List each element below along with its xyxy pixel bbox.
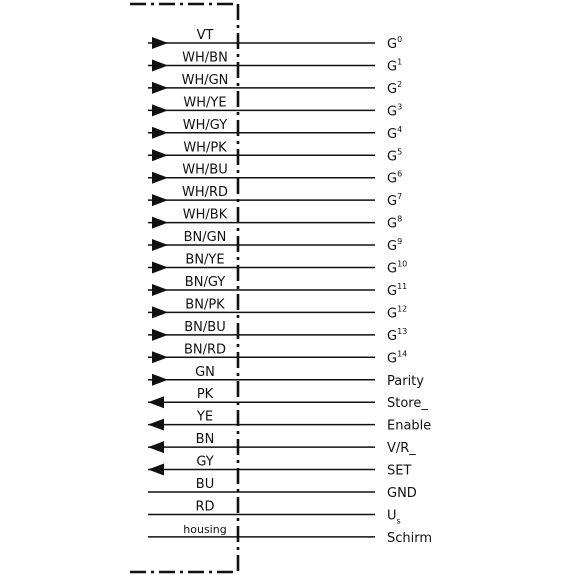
arrow-left-icon: [148, 419, 164, 431]
wire-color-label: WH/GY: [182, 117, 228, 133]
wire-row: [148, 73, 402, 97]
arrow-right-icon: [152, 239, 168, 251]
arrow-right-icon: [152, 127, 168, 139]
signal-label: $G^9$: [387, 237, 403, 255]
wire-row: [148, 28, 402, 52]
signal-superscript: 1: [397, 57, 403, 67]
signal-label: $G^1$: [387, 57, 403, 75]
signal-subscript: s: [396, 516, 401, 526]
wire-color-label: WH/YE: [183, 95, 227, 111]
arrow-right-icon: [152, 37, 168, 49]
signal-label: $U_s$: [387, 508, 401, 526]
wire-color-label: BN/PK: [185, 297, 225, 313]
signal-superscript: 4: [397, 124, 403, 134]
signal-label: $G^0$: [387, 35, 403, 52]
wire-row: [148, 387, 428, 411]
wire-row: [148, 365, 424, 389]
arrow-right-icon: [152, 194, 168, 206]
signal-superscript: 13: [397, 326, 408, 336]
arrow-right-icon: [152, 59, 168, 71]
signal-label: V/R_: [387, 441, 416, 457]
wire-row: [148, 140, 402, 164]
signal-label: Store_: [387, 396, 428, 412]
wire-row: [148, 342, 407, 366]
wire-color-label: housing: [183, 522, 227, 536]
signal-label: $G^{12}$: [387, 304, 408, 322]
arrow-right-icon: [152, 149, 168, 161]
wire-row: [148, 163, 402, 187]
signal-label: Parity: [387, 373, 424, 389]
wire-color-label: WH/BN: [182, 50, 228, 66]
arrow-right-icon: [152, 262, 168, 274]
wire-color-label: GY: [196, 454, 214, 470]
signal-label: Schirm: [387, 530, 433, 546]
signal-superscript: 5: [397, 147, 403, 157]
arrow-right-icon: [152, 104, 168, 116]
signal-superscript: 12: [397, 304, 408, 314]
wire-color-label: BN/BU: [184, 319, 226, 335]
wire-row: [148, 320, 407, 344]
arrow-right-icon: [152, 82, 168, 94]
signal-label: $G^{14}$: [387, 349, 408, 367]
signal-superscript: 7: [397, 192, 403, 202]
wire-color-label: VT: [196, 28, 214, 43]
signal-superscript: 8: [397, 214, 403, 224]
signal-superscript: 11: [397, 281, 408, 291]
signal-superscript: 14: [397, 349, 408, 359]
signal-label: SET: [387, 463, 412, 479]
wire-list: [148, 28, 432, 546]
signal-label: $G^{13}$: [387, 326, 408, 344]
wire-row: [148, 523, 432, 546]
wire-row: [148, 95, 402, 119]
wire-color-label: WH/BK: [182, 207, 228, 223]
signal-label: $G^8$: [387, 214, 403, 232]
arrow-right-icon: [152, 351, 168, 363]
wire-row: [148, 477, 417, 501]
wire-row: [148, 410, 431, 434]
wire-row: [148, 118, 402, 142]
signal-label: $G^{10}$: [387, 259, 408, 277]
wire-row: [148, 208, 402, 232]
arrow-right-icon: [152, 329, 168, 341]
signal-superscript: 0: [397, 35, 403, 44]
wire-color-label: BN: [195, 432, 215, 448]
signal-label: $G^5$: [387, 147, 403, 165]
signal-superscript: 3: [397, 102, 403, 112]
wire-color-label: BN/RD: [183, 342, 227, 358]
wire-row: [148, 275, 407, 299]
wire-color-label: YE: [196, 409, 214, 425]
wire-color-label: BN/GY: [184, 274, 226, 290]
wire-color-label: BU: [195, 477, 215, 492]
wire-row: [148, 185, 402, 209]
wire-row: [148, 253, 407, 277]
wire-color-label: WH/BU: [182, 162, 228, 178]
signal-label: Enable: [387, 418, 432, 434]
wire-color-label: PK: [196, 387, 214, 403]
arrow-left-icon: [148, 464, 164, 476]
arrow-right-icon: [152, 172, 168, 184]
wire-color-label: RD: [195, 499, 215, 515]
signal-superscript: 2: [397, 79, 403, 89]
signal-label: GND: [387, 486, 417, 501]
arrow-right-icon: [152, 217, 168, 229]
signal-label: $G^3$: [387, 102, 403, 120]
wire-color-label: BN/YE: [185, 252, 225, 268]
wire-row: [148, 432, 416, 456]
wire-row: [148, 455, 411, 479]
signal-label: $G^{11}$: [387, 281, 408, 299]
signal-label: $G^7$: [387, 192, 403, 210]
signal-label: $G^2$: [387, 79, 403, 97]
wire-row: [148, 50, 402, 74]
signal-superscript: 9: [397, 237, 403, 247]
signal-superscript: 10: [397, 259, 408, 269]
signal-label: $G^6$: [387, 169, 403, 187]
wire-color-label: GN: [195, 364, 215, 380]
wire-row: [148, 297, 407, 321]
arrow-right-icon: [152, 284, 168, 296]
arrow-right-icon: [152, 306, 168, 318]
wire-row: [148, 230, 402, 254]
wire-color-label: WH/PK: [183, 140, 227, 156]
wire-row: [148, 499, 401, 525]
wire-color-label: WH/RD: [181, 185, 229, 201]
arrow-right-icon: [152, 374, 168, 386]
arrow-left-icon: [148, 441, 164, 453]
wire-color-label: WH/GN: [181, 72, 229, 88]
signal-label: $G^4$: [387, 124, 403, 142]
arrow-left-icon: [148, 396, 164, 408]
signal-superscript: 6: [397, 169, 403, 179]
wire-color-label: BN/GN: [183, 230, 227, 246]
